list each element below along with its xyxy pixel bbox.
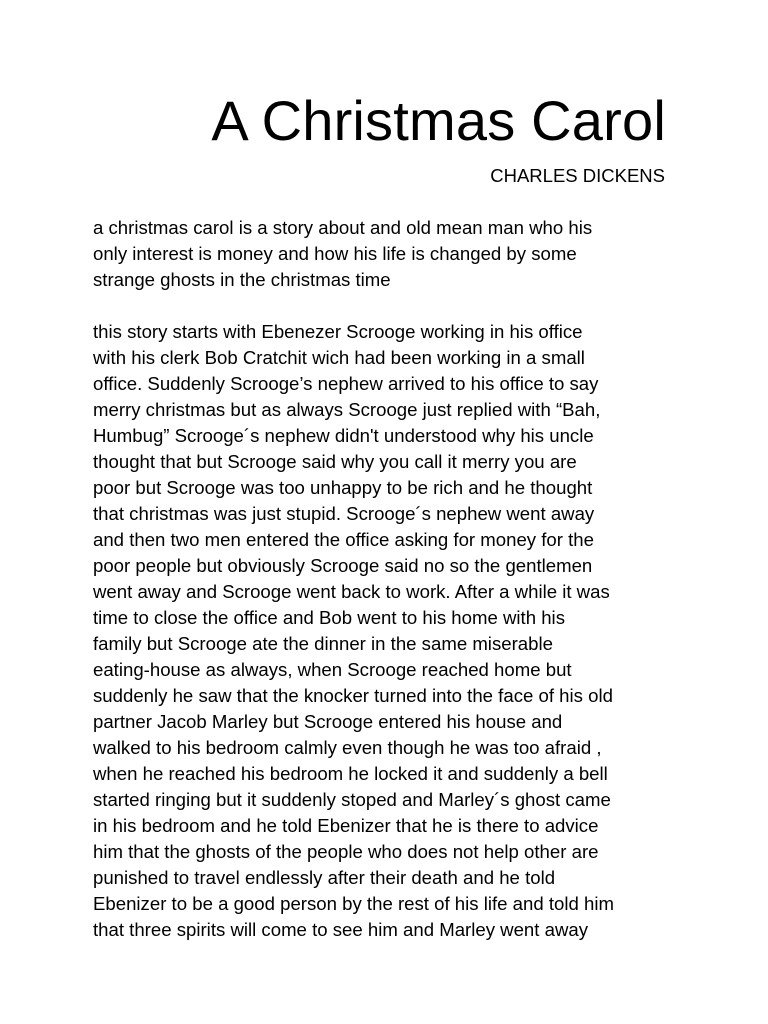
paragraph-story [93, 319, 693, 943]
text-line: poor people but obviously Scrooge said no so the gentlemen [93, 555, 593, 576]
text-line: office. Suddenly Scrooge’s nephew arrived to his office to say [93, 373, 599, 394]
text-line: started ringing but it suddenly stoped and Marley´s ghost came [93, 789, 611, 810]
text-line: eating-house as always, when Scrooge reached home but [93, 659, 572, 680]
text-line: when he reached his bedroom he locked it and suddenly a bell [93, 763, 608, 784]
document-title: A Christmas Carol [211, 89, 666, 152]
text-line: went away and Scrooge went back to work. After a while it was [93, 581, 610, 602]
text-line: only interest is money and how his life is changed by some [93, 243, 577, 264]
text-line: Humbug” Scrooge´s nephew didn't understood why his uncle [93, 425, 594, 446]
text-line: him that the ghosts of the people who does not help other are [93, 841, 599, 862]
text-line: punished to travel endlessly after their death and he told [93, 867, 556, 888]
text-line: a christmas carol is a story about and old mean man who his [93, 217, 593, 238]
text-line: that christmas was just stupid. Scrooge´s nephew went away [93, 503, 595, 524]
text-line: partner Jacob Marley but Scrooge entered his house and [93, 711, 563, 732]
text-line: with his clerk Bob Cratchit wich had been working in a small [93, 347, 585, 368]
text-line: this story starts with Ebenezer Scrooge working in his office [93, 321, 583, 342]
paragraph-intro [93, 215, 693, 293]
text-line: walked to his bedroom calmly even though he was too afraid , [93, 737, 602, 758]
text-line: thought that but Scrooge said why you call it merry you are [93, 451, 577, 472]
text-line: Ebenizer to be a good person by the rest of his life and told him [93, 893, 614, 914]
text-line: and then two men entered the office asking for money for the [93, 529, 594, 550]
text-line: strange ghosts in the christmas time [93, 269, 391, 290]
text-line: family but Scrooge ate the dinner in the same miserable [93, 633, 553, 654]
text-line: suddenly he saw that the knocker turned into the face of his old [93, 685, 613, 706]
text-line: merry christmas but as always Scrooge just replied with “Bah, [93, 399, 601, 420]
text-line: time to close the office and Bob went to his home with his [93, 607, 565, 628]
text-line: in his bedroom and he told Ebenizer that he is there to advice [93, 815, 599, 836]
paragraph-spacer [93, 293, 693, 319]
text-line: that three spirits will come to see him and Marley went away [93, 919, 589, 940]
document-body [93, 215, 693, 943]
text-line: poor but Scrooge was too unhappy to be rich and he thought [93, 477, 593, 498]
document-author: CHARLES DICKENS [490, 165, 665, 186]
